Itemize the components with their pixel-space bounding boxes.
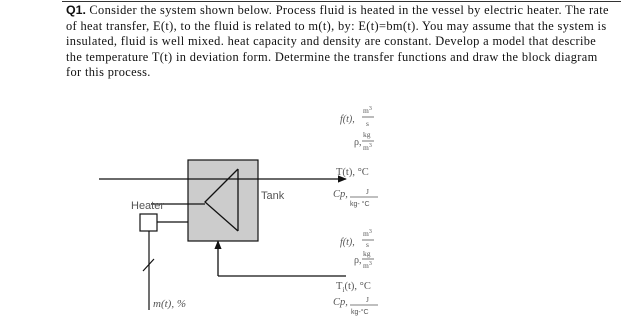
question-number: Q1.: [66, 3, 86, 17]
input-signal-label: m(t), %: [153, 298, 186, 310]
inlet-density-unit-num: kg: [363, 249, 371, 258]
outlet-density-unit-num: kg: [363, 130, 371, 139]
inlet-cp-unit-num: J: [366, 295, 369, 304]
inlet-flow-unit-den: s: [366, 240, 369, 249]
outlet-flow-unit-num: $m^3$: [363, 106, 372, 115]
outlet-density-unit-den: $m^3$: [363, 143, 372, 152]
outlet-cp-symbol: Cp,: [333, 189, 348, 200]
inlet-flow-unit-num: $m^3$: [363, 229, 372, 238]
inlet-properties: [333, 229, 378, 316]
inlet-density-unit-den: $m^3$: [363, 261, 372, 270]
inlet-density-symbol: ρ,: [354, 255, 362, 266]
question-body: Consider the system shown below. Process fluid is heated in the vessel by electric heater. The rate of heat transfer, E(t), to the fluid is related to m(t), by: E(t)=bm(t). You may assume that the system is insulated, fluid is well mixed. heat capacity and density are constant. Develop a model that describe the temperature T(t) in deviation form. Determine the transfer functions and draw the block diagram for this process.: [66, 3, 609, 80]
outlet-flow-label: f(t),: [340, 114, 355, 125]
outlet-cp-unit-num: J: [366, 187, 369, 196]
heater-box: [140, 214, 157, 231]
outlet-flow-unit-den: s: [366, 119, 369, 128]
tank-label: Tank: [261, 190, 285, 202]
inlet-cp-unit-den: kg-°C: [351, 309, 369, 316]
inlet-temperature-label: $T_i(t)$, °C: [336, 281, 371, 294]
heater-label: Heater: [131, 200, 165, 212]
outlet-temperature-label: T(t), °C: [336, 167, 369, 178]
outlet-properties: [333, 106, 378, 208]
inlet-cp-symbol: Cp,: [333, 297, 348, 308]
inlet-flow-label: f(t),: [340, 237, 355, 248]
outlet-cp-unit-den: kg- °C: [350, 201, 370, 208]
tank: [188, 160, 258, 241]
outlet-density-symbol: ρ,: [354, 137, 362, 148]
